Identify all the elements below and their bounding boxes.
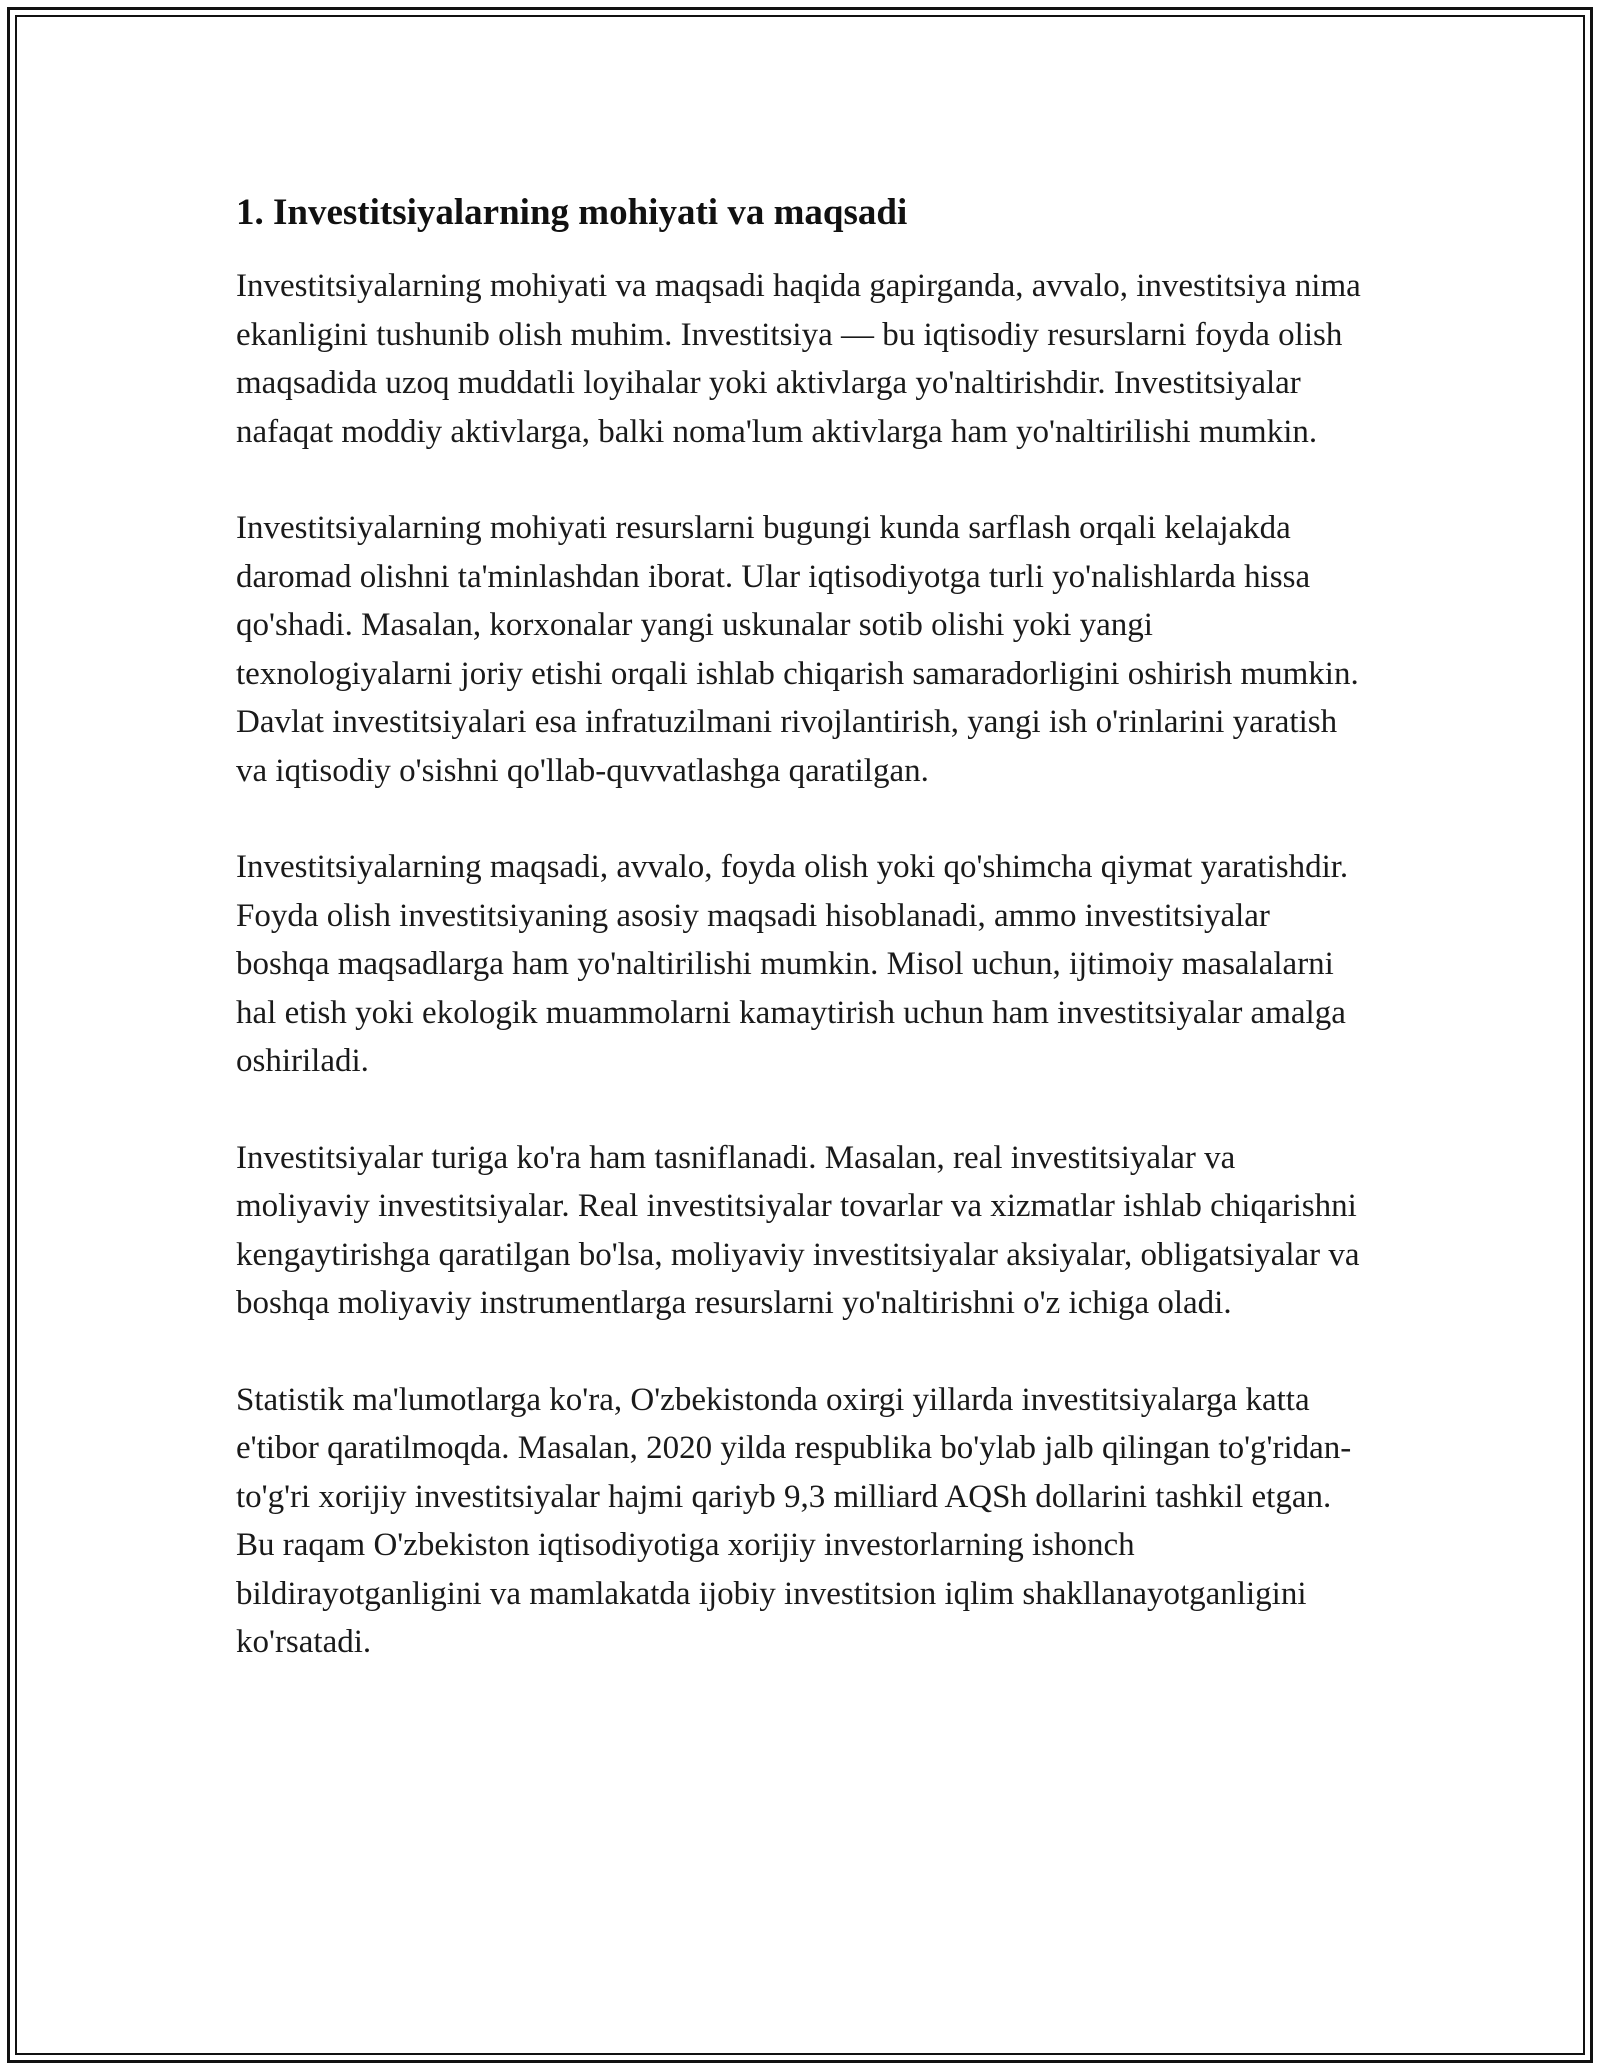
paragraph-2: Investitsiyalarning mohiyati resurslarni bugungi kunda sarflash orqali kelajakda daromad olishni ta'minlashdan iborat. Ular iqtisodiyotga turli yo'nalishlarda hissa qo'shadi. Masalan, korxonalar yangi uskunalar sotib olishi yoki yangi texnologiyalarni joriy etishi orqali ishlab chiqarish samaradorligini oshirish mumkin. Davlat investitsiyalari esa infratuzilmani rivojlantirish, yangi ish o'rinlarini yaratish va iqtisodiy o'sishni qo'llab-quvvatlashga qaratilgan. [236, 510, 1359, 789]
document-body [236, 186, 1366, 1715]
section-heading: 1. Investitsiyalarning mohiyati va maqsadi [236, 192, 908, 233]
paragraph-4: Investitsiyalar turiga ko'ra ham tasniflanadi. Masalan, real investitsiyalar va moliyaviy investitsiyalar. Real investitsiyalar tovarlar va xizmatlar ishlab chiqarishni kengaytirishga qaratilgan bo'lsa, moliyaviy investitsiyalar aksiyalar, obligatsiyalar va boshqa moliyaviy instrumentlarga resurslarni yo'naltirishni o'z ichiga oladi. [236, 1139, 1360, 1321]
paragraph-3: Investitsiyalarning maqsadi, avvalo, foyda olish yoki qo'shimcha qiymat yaratishdir. Foyda olish investitsiyaning asosiy maqsadi hisoblanadi, ammo investitsiyalar boshqa maqsadlarga ham yo'naltirilishi mumkin. Misol uchun, ijtimoiy masalalarni hal etish yoki ekologik muammolarni kamaytirish uchun ham investitsiyalar amalga oshiriladi. [236, 849, 1349, 1079]
paragraph-1: Investitsiyalarning mohiyati va maqsadi haqida gapirganda, avvalo, investitsiya nima ekanligini tushunib olish muhim. Investitsiya — bu iqtisodiy resurslarni foyda olish maqsadida uzoq muddatli loyihalar yoki aktivlarga yo'naltirishdir. Investitsiyalar nafaqat moddiy aktivlarga, balki noma'lum aktivlarga ham yo'naltirilishi mumkin. [236, 268, 1361, 450]
paragraph-5: Statistik ma'lumotlarga ko'ra, O'zbekistonda oxirgi yillarda investitsiyalarga katta e'tibor qaratilmoqda. Masalan, 2020 yilda respublika bo'ylab jalb qilingan to'g'ridan-to'g'ri xorijiy investitsiyalar hajmi qariyb 9,3 milliard AQSh dollarini tashkil etgan. Bu raqam O'zbekiston iqtisodiyotiga xorijiy investorlarning ishonch bildirayotganligini va mamlakatda ijobiy investitsion iqlim shakllanayotganligini ko'rsatadi. [236, 1381, 1352, 1660]
